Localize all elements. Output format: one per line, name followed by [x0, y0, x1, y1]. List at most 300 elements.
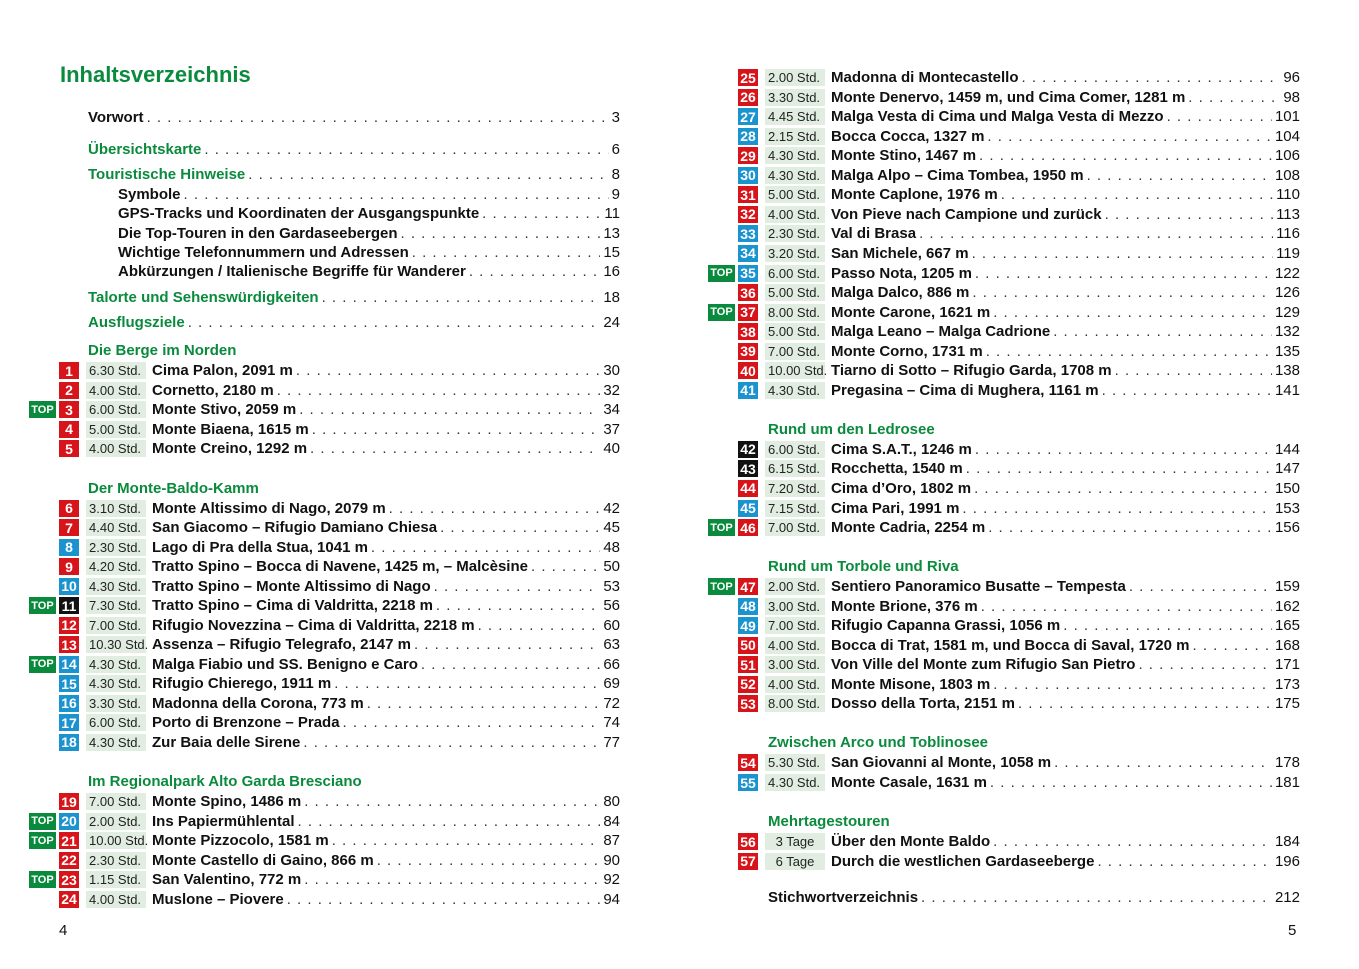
tour-title: Monte Stivo, 2059 m — [152, 401, 297, 418]
dot-leader — [1001, 186, 1273, 203]
tour-title: Cima S.A.T., 1246 m — [831, 440, 972, 458]
tour-entry[interactable] — [0, 694, 620, 713]
toc-entry[interactable] — [118, 184, 620, 204]
tour-page: 56 — [603, 597, 620, 614]
tour-entry[interactable] — [680, 127, 1300, 146]
tour-entry[interactable] — [680, 440, 1300, 459]
duration-label: 7.20 Std. — [765, 480, 825, 497]
tour-body — [831, 88, 1300, 107]
tour-entry[interactable] — [0, 361, 620, 380]
dot-leader — [1138, 656, 1272, 673]
tour-number-badge: 34 — [738, 245, 758, 262]
tour-title: Lago di Pra della Stua, 1041 m — [152, 538, 368, 556]
toc-entry-page: 11 — [604, 204, 620, 222]
tour-body — [152, 792, 620, 811]
tour-body — [831, 773, 1300, 792]
tour-entry[interactable] — [0, 557, 620, 576]
dot-leader — [389, 500, 601, 517]
tour-page: 34 — [603, 401, 620, 418]
tour-number-badge: 15 — [59, 675, 79, 692]
toc-entry-title: Talorte und Sehenswürdigkeiten — [88, 288, 319, 306]
duration-label: 4.30 Std. — [765, 147, 825, 164]
duration-label: 3.20 Std. — [765, 245, 825, 262]
tour-body — [831, 224, 1300, 243]
toc-entry-title: Ausflugsziele — [88, 313, 185, 331]
tour-body — [831, 361, 1300, 380]
duration-label: 4.00 Std. — [765, 206, 825, 223]
tour-entry[interactable] — [680, 166, 1300, 185]
tour-body — [831, 166, 1300, 185]
tour-entry[interactable] — [680, 459, 1300, 478]
toc-entry[interactable] — [768, 887, 1300, 907]
duration-label: 4.30 Std. — [86, 734, 146, 751]
dot-leader — [1188, 89, 1280, 106]
toc-entry[interactable] — [88, 139, 620, 159]
duration-label: 3 Tage — [765, 833, 825, 850]
dot-leader — [299, 401, 600, 418]
tour-entry[interactable] — [680, 361, 1300, 380]
tour-entry[interactable] — [680, 479, 1300, 498]
toc-entry-page: 24 — [603, 313, 620, 331]
top-badge: TOP — [708, 519, 735, 536]
tour-number-badge: 22 — [59, 852, 79, 869]
dot-leader — [343, 714, 601, 731]
duration-label: 4.45 Std. — [765, 108, 825, 125]
tour-body — [152, 713, 620, 732]
tour-page: 116 — [1276, 225, 1300, 243]
tour-entry[interactable] — [0, 674, 620, 693]
tour-number-badge: 19 — [59, 793, 79, 810]
dot-leader — [204, 141, 608, 158]
tour-page: 104 — [1274, 127, 1300, 145]
tour-title: Monte Cadria, 2254 m — [831, 519, 986, 537]
tour-body — [152, 538, 620, 557]
tour-entry[interactable] — [680, 244, 1300, 263]
duration-label: 4.30 Std. — [765, 382, 825, 399]
duration-label: 5.30 Std. — [765, 754, 825, 771]
dot-leader — [972, 284, 1272, 301]
tour-number-badge: 37 — [738, 304, 758, 321]
tour-entry[interactable] — [680, 381, 1300, 400]
tour-title: Assenza – Rifugio Telegrafo, 2147 m — [152, 636, 411, 653]
toc-entry[interactable] — [118, 203, 620, 223]
tour-entry[interactable] — [680, 577, 1300, 596]
toc-entry-title: Abkürzungen / Italienische Begriffe für Wanderer — [118, 262, 466, 280]
tour-entry[interactable] — [0, 538, 620, 557]
tour-title: Cima Pari, 1991 m — [831, 499, 960, 517]
toc-entry[interactable] — [118, 261, 620, 281]
tour-number-badge: 8 — [59, 539, 79, 556]
tour-entry[interactable] — [0, 831, 620, 850]
tour-page: 132 — [1274, 323, 1300, 341]
duration-label: 10.00 Std. — [765, 362, 825, 379]
tour-body — [831, 283, 1300, 302]
right-page — [680, 0, 1359, 969]
tour-title: Rifugio Chierego, 1911 m — [152, 675, 332, 692]
duration-label: 4.00 Std. — [765, 637, 825, 654]
toc-entry[interactable] — [88, 287, 620, 307]
tour-entry[interactable] — [0, 499, 620, 518]
tour-entry[interactable] — [680, 283, 1300, 302]
dot-leader — [1102, 382, 1272, 399]
tour-entry[interactable] — [680, 852, 1300, 871]
tour-body — [831, 322, 1300, 341]
tour-number-badge: 10 — [59, 578, 79, 595]
dot-leader — [1129, 578, 1272, 595]
tour-title: Rocchetta, 1540 m — [831, 460, 963, 478]
section-heading: Der Monte-Baldo-Kamm — [88, 479, 259, 497]
tour-body — [152, 812, 620, 831]
tour-number-badge: 27 — [738, 108, 758, 125]
tour-page: 80 — [603, 793, 620, 810]
top-badge: TOP — [29, 813, 56, 830]
tour-number-badge: 20 — [59, 813, 79, 830]
tour-entry[interactable] — [680, 499, 1300, 518]
tour-page: 135 — [1274, 342, 1300, 360]
tour-title: Malga Alpo – Cima Tombea, 1950 m — [831, 166, 1084, 184]
tour-entry[interactable] — [0, 713, 620, 732]
dot-leader — [312, 421, 601, 438]
dot-leader — [401, 225, 601, 242]
tour-entry[interactable] — [0, 635, 620, 654]
tour-page: 69 — [603, 675, 620, 692]
tour-title: Malga Dalco, 886 m — [831, 284, 970, 302]
tour-entry[interactable] — [680, 694, 1300, 713]
tour-number-badge: 56 — [738, 833, 758, 850]
tour-title: Monte Misone, 1803 m — [831, 675, 991, 693]
tour-entry[interactable] — [680, 205, 1300, 224]
tour-entry[interactable] — [680, 597, 1300, 616]
tour-title: Cima d’Oro, 1802 m — [831, 479, 972, 497]
tour-entry[interactable] — [680, 322, 1300, 341]
tour-number-badge: 7 — [59, 519, 79, 536]
tour-body — [831, 832, 1300, 851]
tour-page: 50 — [603, 558, 620, 575]
duration-label: 7.00 Std. — [765, 519, 825, 536]
tour-entry[interactable] — [0, 577, 620, 596]
tour-title: Dosso della Torta, 2151 m — [831, 695, 1015, 713]
toc-entry-page: 13 — [603, 224, 620, 242]
tour-page: 119 — [1276, 244, 1300, 262]
tour-page: 171 — [1274, 656, 1300, 674]
toc-entry[interactable] — [118, 223, 620, 243]
tour-title: Muslone – Piovere — [152, 890, 284, 908]
duration-label: 7.00 Std. — [86, 617, 146, 634]
tour-page: 144 — [1274, 440, 1300, 458]
tour-body — [831, 479, 1300, 498]
tour-number-badge: 33 — [738, 225, 758, 242]
top-badge: TOP — [29, 656, 56, 673]
tour-entry[interactable] — [0, 518, 620, 537]
tour-page: 101 — [1274, 108, 1300, 126]
dot-leader — [440, 519, 600, 536]
tour-title: Malga Leano – Malga Cadrione — [831, 323, 1051, 341]
tour-body — [152, 674, 620, 693]
toc-entry-title: Wichtige Telefonnummern und Adressen — [118, 243, 409, 261]
tour-entry[interactable] — [680, 146, 1300, 165]
tour-title: Monte Altissimo di Nago, 2079 m — [152, 499, 386, 517]
tour-entry[interactable] — [680, 636, 1300, 655]
dot-leader — [367, 695, 601, 712]
tour-entry[interactable] — [0, 420, 620, 439]
section-heading: Rund um Torbole und Riva — [768, 558, 959, 576]
dot-leader — [972, 245, 1274, 262]
tour-number-badge: 23 — [59, 871, 79, 888]
tour-number-badge: 41 — [738, 382, 758, 399]
tour-body — [152, 655, 620, 674]
tour-page: 147 — [1274, 460, 1300, 478]
tour-page: 42 — [603, 499, 620, 517]
tour-title: Porto di Brenzone – Prada — [152, 714, 340, 731]
dot-leader — [988, 519, 1272, 536]
tour-body — [831, 303, 1300, 322]
duration-label: 7.30 Std. — [86, 597, 146, 614]
tour-entry[interactable] — [0, 655, 620, 674]
tour-entry[interactable] — [680, 224, 1300, 243]
duration-label: 2.15 Std. — [765, 128, 825, 145]
tour-entry[interactable] — [680, 264, 1300, 283]
page-number-right: 5 — [1288, 922, 1297, 939]
duration-label: 6.00 Std. — [765, 265, 825, 282]
tour-page: 108 — [1274, 166, 1300, 184]
dot-leader — [1193, 637, 1272, 654]
tour-title: Val di Brasa — [831, 225, 917, 243]
tour-entry[interactable] — [680, 675, 1300, 694]
dot-leader — [304, 793, 600, 810]
tour-body — [831, 616, 1300, 635]
tour-body — [152, 439, 620, 458]
tour-entry[interactable] — [680, 342, 1300, 361]
tour-page: 110 — [1276, 186, 1300, 204]
tour-entry[interactable] — [680, 88, 1300, 107]
tour-page: 66 — [603, 655, 620, 673]
tour-page: 122 — [1274, 264, 1300, 282]
tour-title: Rifugio Capanna Grassi, 1056 m — [831, 617, 1061, 635]
tour-title: Monte Carone, 1621 m — [831, 303, 991, 321]
tour-page: 92 — [603, 871, 620, 888]
tour-page: 74 — [603, 714, 620, 731]
tour-page: 165 — [1274, 617, 1300, 635]
tour-body — [831, 753, 1300, 772]
duration-label: 5.00 Std. — [765, 186, 825, 203]
tour-page: 84 — [603, 812, 620, 830]
tour-page: 96 — [1283, 69, 1300, 86]
duration-label: 6 Tage — [765, 853, 825, 870]
tour-page: 138 — [1274, 362, 1300, 380]
duration-label: 5.00 Std. — [765, 323, 825, 340]
duration-label: 4.30 Std. — [86, 656, 146, 673]
tour-page: 141 — [1274, 381, 1300, 399]
dot-leader — [987, 128, 1272, 145]
tour-number-badge: 2 — [59, 382, 79, 399]
dot-leader — [303, 734, 600, 751]
tour-title: Monte Spino, 1486 m — [152, 793, 302, 810]
tour-page: 60 — [603, 616, 620, 634]
dot-leader — [1054, 754, 1272, 771]
tour-number-badge: 13 — [59, 636, 79, 653]
tour-title: Malga Vesta di Cima und Malga Vesta di Mezzo — [831, 108, 1164, 126]
dot-leader — [993, 833, 1272, 850]
tour-page: 32 — [603, 381, 620, 399]
tour-number-badge: 6 — [59, 500, 79, 517]
tour-entry[interactable] — [0, 792, 620, 811]
dot-leader — [371, 539, 600, 556]
toc-entry-page: 3 — [611, 108, 620, 126]
page-number-left: 4 — [59, 922, 68, 939]
tour-entry[interactable] — [0, 812, 620, 831]
tour-body — [831, 107, 1300, 126]
tour-page: 184 — [1274, 833, 1300, 851]
tour-page: 106 — [1274, 147, 1300, 165]
tour-page: 159 — [1274, 578, 1300, 596]
tour-entry[interactable] — [0, 400, 620, 419]
tour-number-badge: 25 — [738, 69, 758, 86]
duration-label: 2.00 Std. — [86, 813, 146, 830]
tour-entry[interactable] — [0, 851, 620, 870]
tour-entry[interactable] — [680, 518, 1300, 537]
tour-number-badge: 45 — [738, 500, 758, 517]
tour-body — [831, 597, 1300, 616]
tour-number-badge: 53 — [738, 695, 758, 712]
tour-page: 72 — [603, 694, 620, 712]
dot-leader — [188, 314, 601, 331]
tour-number-badge: 11 — [59, 597, 79, 614]
tour-number-badge: 1 — [59, 362, 79, 379]
dot-leader — [1063, 617, 1272, 634]
tour-number-badge: 16 — [59, 695, 79, 712]
tour-number-badge: 48 — [738, 598, 758, 615]
tour-number-badge: 55 — [738, 774, 758, 791]
tour-title: Tratto Spino – Cima di Valdritta, 2218 m — [152, 597, 433, 614]
duration-label: 1.15 Std. — [86, 871, 146, 888]
toc-entry-page: 18 — [603, 288, 620, 306]
dot-leader — [421, 656, 600, 673]
tour-title: San Valentino, 772 m — [152, 871, 302, 888]
tour-entry[interactable] — [0, 439, 620, 458]
tour-page: 37 — [603, 420, 620, 438]
tour-number-badge: 40 — [738, 362, 758, 379]
tour-page: 178 — [1274, 754, 1300, 772]
duration-label: 4.30 Std. — [765, 167, 825, 184]
tour-page: 90 — [603, 851, 620, 869]
dot-leader — [531, 558, 600, 575]
tour-entry[interactable] — [680, 773, 1300, 792]
tour-body — [152, 616, 620, 635]
tour-entry[interactable] — [680, 832, 1300, 851]
tour-entry[interactable] — [0, 381, 620, 400]
tour-number-badge: 3 — [59, 401, 79, 418]
tour-title: Tiarno di Sotto – Rifugio Garda, 1708 m — [831, 362, 1112, 380]
tour-title: Cima Palon, 2091 m — [152, 362, 293, 379]
tour-entry[interactable] — [680, 303, 1300, 322]
top-badge: TOP — [29, 401, 56, 418]
tour-body — [831, 694, 1300, 713]
duration-label: 4.00 Std. — [86, 382, 146, 399]
duration-label: 6.00 Std. — [86, 401, 146, 418]
tour-page: 77 — [603, 733, 620, 751]
dot-leader — [184, 186, 609, 203]
tour-page: 129 — [1274, 303, 1300, 321]
tour-entry[interactable] — [0, 733, 620, 752]
tour-title: Bocca di Trat, 1581 m, und Bocca di Saval, 1720 m — [831, 636, 1190, 654]
tour-body — [152, 361, 620, 380]
duration-label: 2.30 Std. — [86, 539, 146, 556]
tour-title: Von Pieve nach Campione und zurück — [831, 205, 1102, 223]
tour-body — [152, 577, 620, 596]
duration-label: 8.00 Std. — [765, 304, 825, 321]
tour-body — [152, 557, 620, 576]
tour-body — [831, 675, 1300, 694]
toc-entry-title: Übersichtskarte — [88, 140, 202, 158]
tour-title: Monte Casale, 1631 m — [831, 774, 987, 791]
tour-title: Monte Denervo, 1459 m, und Cima Comer, 1281 m — [831, 88, 1186, 106]
tour-body — [152, 870, 620, 889]
tour-page: 150 — [1274, 479, 1300, 497]
dot-leader — [304, 871, 600, 888]
tour-entry[interactable] — [680, 753, 1300, 772]
tour-entry[interactable] — [680, 655, 1300, 674]
tour-body — [152, 831, 620, 850]
tour-entry[interactable] — [0, 616, 620, 635]
tour-number-badge: 46 — [738, 519, 758, 536]
duration-label: 4.30 Std. — [765, 774, 825, 791]
section-heading: Im Regionalpark Alto Garda Bresciano — [88, 773, 362, 790]
tour-entry[interactable] — [680, 616, 1300, 635]
toc-entry[interactable] — [88, 312, 620, 332]
dot-leader — [478, 617, 601, 634]
tour-title: Ins Papiermühlental — [152, 812, 295, 830]
duration-label: 7.00 Std. — [765, 617, 825, 634]
dot-leader — [993, 304, 1272, 321]
tour-entry[interactable] — [0, 596, 620, 615]
tour-number-badge: 49 — [738, 617, 758, 634]
toc-entry-title: Vorwort — [88, 108, 144, 126]
tour-entry[interactable] — [680, 185, 1300, 204]
duration-label: 6.15 Std. — [765, 460, 825, 477]
duration-label: 6.00 Std. — [765, 441, 825, 458]
dot-leader — [332, 832, 601, 849]
dot-leader — [287, 891, 601, 908]
tour-body — [831, 852, 1300, 871]
tour-body — [831, 244, 1300, 263]
tour-title: San Giacomo – Rifugio Damiano Chiesa — [152, 519, 438, 536]
dot-leader — [414, 636, 600, 653]
tour-body — [831, 68, 1300, 87]
toc-entry[interactable] — [88, 107, 620, 127]
duration-label: 10.30 Std. — [86, 636, 146, 653]
toc-entry[interactable] — [88, 164, 620, 184]
tour-entry[interactable] — [0, 870, 620, 889]
tour-title: Monte Pizzocolo, 1581 m — [152, 832, 329, 849]
tour-body — [152, 499, 620, 518]
tour-page: 175 — [1274, 695, 1300, 713]
tour-page: 126 — [1274, 284, 1300, 302]
toc-entry-title: Stichwortverzeichnis — [768, 888, 919, 906]
tour-entry[interactable] — [680, 68, 1300, 87]
toc-entry[interactable] — [118, 242, 620, 262]
dot-leader — [1105, 206, 1273, 223]
tour-number-badge: 30 — [738, 167, 758, 184]
toc-entry-page: 15 — [603, 243, 620, 261]
tour-number-badge: 32 — [738, 206, 758, 223]
tour-entry[interactable] — [680, 107, 1300, 126]
dot-leader — [1022, 69, 1281, 86]
tour-body — [831, 440, 1300, 459]
dot-leader — [277, 382, 601, 399]
duration-label: 3.10 Std. — [86, 500, 146, 517]
tour-number-badge: 26 — [738, 89, 758, 106]
tour-entry[interactable] — [0, 890, 620, 909]
